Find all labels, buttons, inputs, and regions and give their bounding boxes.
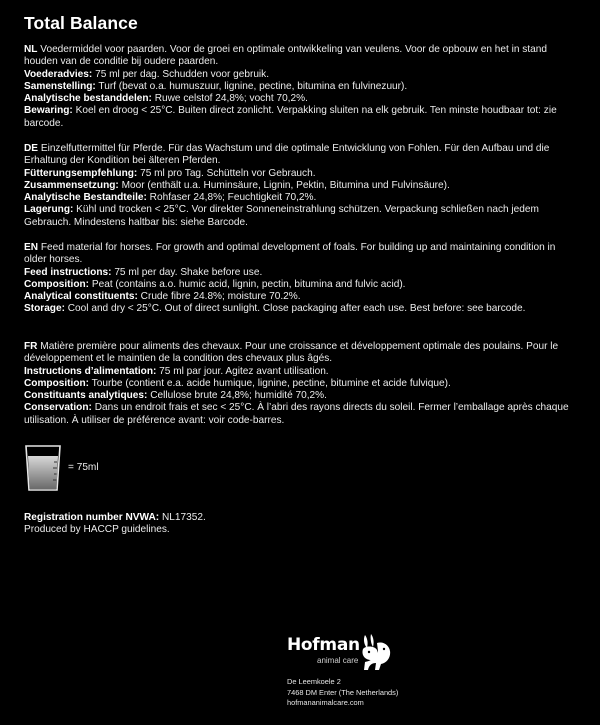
- en-feed: Feed instructions: 75 ml per day. Shake before use.: [24, 266, 263, 278]
- de-intro: DE Einzelfuttermittel für Pferde. Für das Wachstum und die optimale Entwicklung von Fohlen. Für den Aufbau und die Erhaltung der Kondition bei älteren Pferden.: [24, 143, 550, 167]
- product-title: Total Balance: [24, 13, 138, 33]
- fr-analytical: Constituants analytiques: Cellulose brute 24,8%; humidité 70,2%.: [24, 390, 327, 402]
- fr-intro: FR Matière première pour aliments des chevaux. Pour une croissance et développement optimale des poulains. Pour le développement et le maintien de la condition des chevaux plus âgés.: [24, 341, 559, 365]
- en-intro: EN Feed material for horses. For growth and optimal development of foals. For building up and maintaining condition in older horses.: [24, 242, 556, 266]
- nl-code: NL: [24, 44, 38, 55]
- fr-feed: Instructions d’alimentation: 75 ml par jour. Agitez avant utilisation.: [24, 365, 329, 377]
- address-block: [287, 677, 398, 709]
- haccp-line: Produced by HACCP guidelines.: [24, 524, 170, 536]
- en-code: EN: [24, 242, 39, 253]
- nl-analytical: Analytische bestanddelen: Ruwe celstof 24,8%; vocht 70,2%.: [24, 93, 308, 105]
- brand-name: Hofman: [287, 635, 360, 655]
- section-de: [24, 143, 576, 229]
- nl-intro: NL Voedermiddel voor paarden. Voor de groei en optimale ontwikkeling van veulens. Voor de opbouw en het in stand houden van de conditie bij oudere paarden.: [24, 44, 547, 68]
- nl-feed: Voederadvies: 75 ml per dag. Schudden voor gebruik.: [24, 68, 270, 80]
- section-fr: [24, 341, 576, 427]
- address-city: 7468 DM Enter (The Netherlands): [287, 687, 399, 697]
- brand-subtitle: animal care: [317, 656, 359, 665]
- de-storage: Lagerung: Kühl und trocken < 25°C. Vor direkter Sonneneinstrahlung schützen. Verpackung schließen nach jedem Gebrauch. Mindestens haltbar bis: siehe Barcode.: [24, 204, 539, 228]
- brand-logo: [287, 633, 397, 673]
- fr-code: FR: [24, 341, 38, 352]
- de-code: DE: [24, 143, 39, 154]
- measure-label: = 75ml: [68, 462, 99, 473]
- fr-composition: Composition: Tourbe (contient e.a. acide humique, lignine, pectine, bitumine et acide fulvique).: [24, 377, 451, 389]
- nl-composition: Samenstelling: Turf (bevat o.a. humuszuur, lignine, pectine, bitumina en fulvinezuur).: [24, 80, 408, 92]
- animals-logo-icon: [357, 633, 393, 671]
- de-composition: Zusammensetzung: Moor (enthält u.a. Huminsäure, Lignin, Pektin, Bitumina und Fulvinsäure).: [24, 179, 450, 191]
- en-storage: Storage: Cool and dry < 25°C. Out of direct sunlight. Close packaging after each use. Best before: see barcode.: [24, 303, 526, 315]
- section-en: [24, 242, 576, 316]
- de-analytical: Analytische Bestandteile: Rohfaser 24,8%; Feuchtigkeit 70,2%.: [24, 192, 317, 204]
- website[interactable]: hofmananimalcare.com: [287, 698, 364, 708]
- section-nl: [24, 44, 576, 130]
- nl-storage: Bewaring: Koel en droog < 25°C. Buiten direct zonlicht. Verpakking sluiten na elk gebruik. Ten minste houdbaar tot: zie barcode.: [24, 105, 557, 129]
- address-street: De Leemkoele 2: [287, 677, 341, 686]
- registration-line: Registration number NVWA: NL17352.: [24, 512, 206, 523]
- en-composition: Composition: Peat (contains a.o. humic acid, lignin, pectin, bitumina and fulvic acid).: [24, 278, 406, 290]
- fr-storage: Conservation: Dans un endroit frais et sec < 25°C. À l’abri des rayons directs du soleil. Fermer l’emballage après chaque utilisation. À utiliser de préférence avant: voir code-barres.: [24, 402, 569, 426]
- registration-block: [24, 512, 206, 537]
- measuring-cup-icon: [24, 444, 62, 492]
- de-feed: Fütterungsempfehlung: 75 ml pro Tag. Schütteln vor Gebrauch.: [24, 167, 316, 179]
- en-analytical: Analytical constituents: Crude fibre 24.8%; moisture 70.2%.: [24, 291, 301, 303]
